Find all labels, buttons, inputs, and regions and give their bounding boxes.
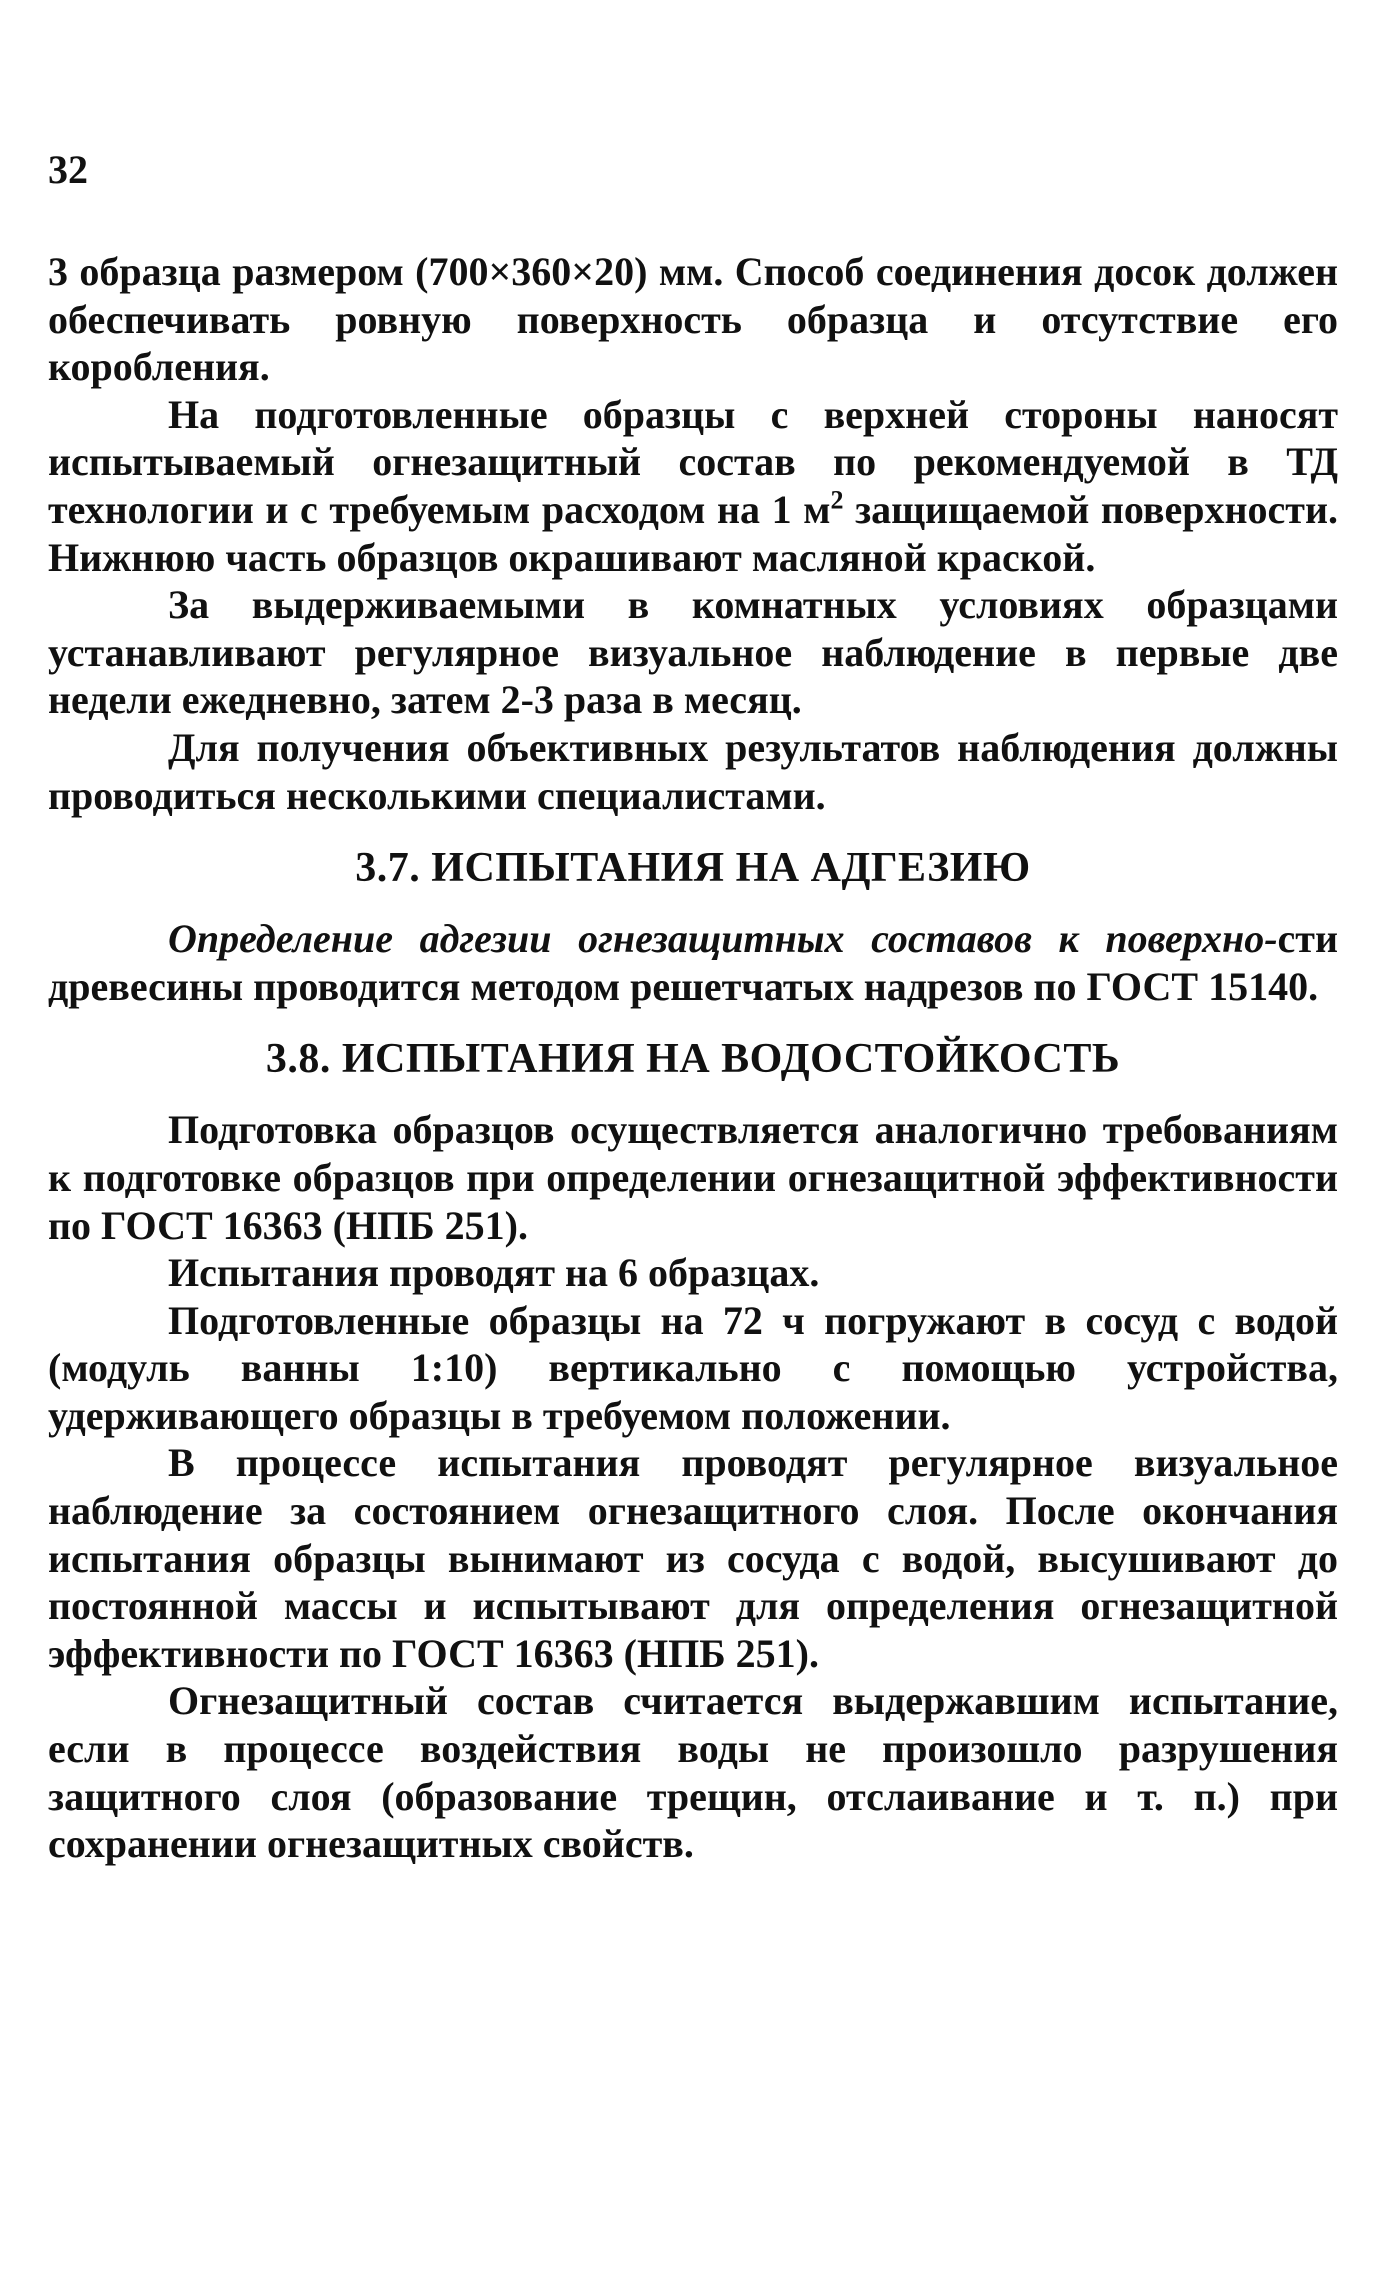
paragraph-3-8-4: В процессе испытания проводят регулярное визуальное наблюдение за состоянием огнезащитного слоя. После окончания испытания образцы вынимают из сосуда с водой, высушивают до постоянной массы и испытывают для определения огнезащитной эффективности по ГОСТ 16363 (НПБ 251). [48, 1440, 1338, 1676]
paragraph-intro-2 [48, 391, 1338, 581]
paragraph-3-7-1-text: сти древесины проводится методом решетчатых надрезов по ГОСТ 15140. [48, 916, 1338, 1009]
document-page [48, 147, 1339, 1868]
paragraph-intro-4: Для получения объективных результатов наблюдения должны проводиться несколькими специалистами. [48, 724, 1338, 818]
paragraph-3-7-1 [48, 915, 1338, 1010]
paragraph-3-8-5: Огнезащитный состав считается выдержавшим испытание, если в процессе воздействия воды не произошло разрушения защитного слоя (образование трещин, отслаивание и т. п.) при сохранении огнезащитных свойств. [48, 1678, 1338, 1867]
paragraph-intro-3: За выдерживаемыми в комнатных условиях образцами устанавливают регулярное визуальное наблюдение в первые две недели ежедневно, затем 2-3 раза в месяц. [48, 582, 1338, 723]
page-number: 32 [48, 147, 88, 192]
paragraph-intro-2-text-end: защищаемой поверхности. Нижнюю часть образцов окрашивают масляной краской. [48, 486, 1339, 580]
paragraph-3-8-1: Подготовка образцов осуществляется аналогично требованиям к подготовке образцов при определении огнезащитной эффективности по ГОСТ 16363 (НПБ 251). [48, 1107, 1338, 1248]
paragraph-3-7-1-italic: Определение адгезии огнезащитных составов к поверхно- [168, 916, 1278, 962]
section-heading-3-7: 3.7. ИСПЫТАНИЯ НА АДГЕЗИЮ [355, 845, 1031, 892]
section-heading-3-8: 3.8. ИСПЫТАНИЯ НА ВОДОСТОЙКОСТЬ [265, 1036, 1121, 1083]
paragraph-intro-2-text: На подготовленные образцы с верхней стороны наносят испытываемый огнезащитный состав по рекомендуемой в ТД технологии и с требуемым расходом на 1 м [48, 391, 1338, 532]
paragraph-intro-1: 3 образца размером (700×360×20) мм. Способ соединения досок должен обеспечивать ровную поверхность образца и отсутствие его коробления. [48, 249, 1338, 390]
superscript-square: 2 [830, 485, 844, 515]
paragraph-3-8-3: Подготовленные образцы на 72 ч погружают в сосуд с водой (модуль ванны 1:10) вертикально с помощью устройства, удерживающего образцы в требуемом положении. [48, 1297, 1338, 1438]
paragraph-3-8-2: Испытания проводят на 6 образцах. [168, 1250, 820, 1296]
